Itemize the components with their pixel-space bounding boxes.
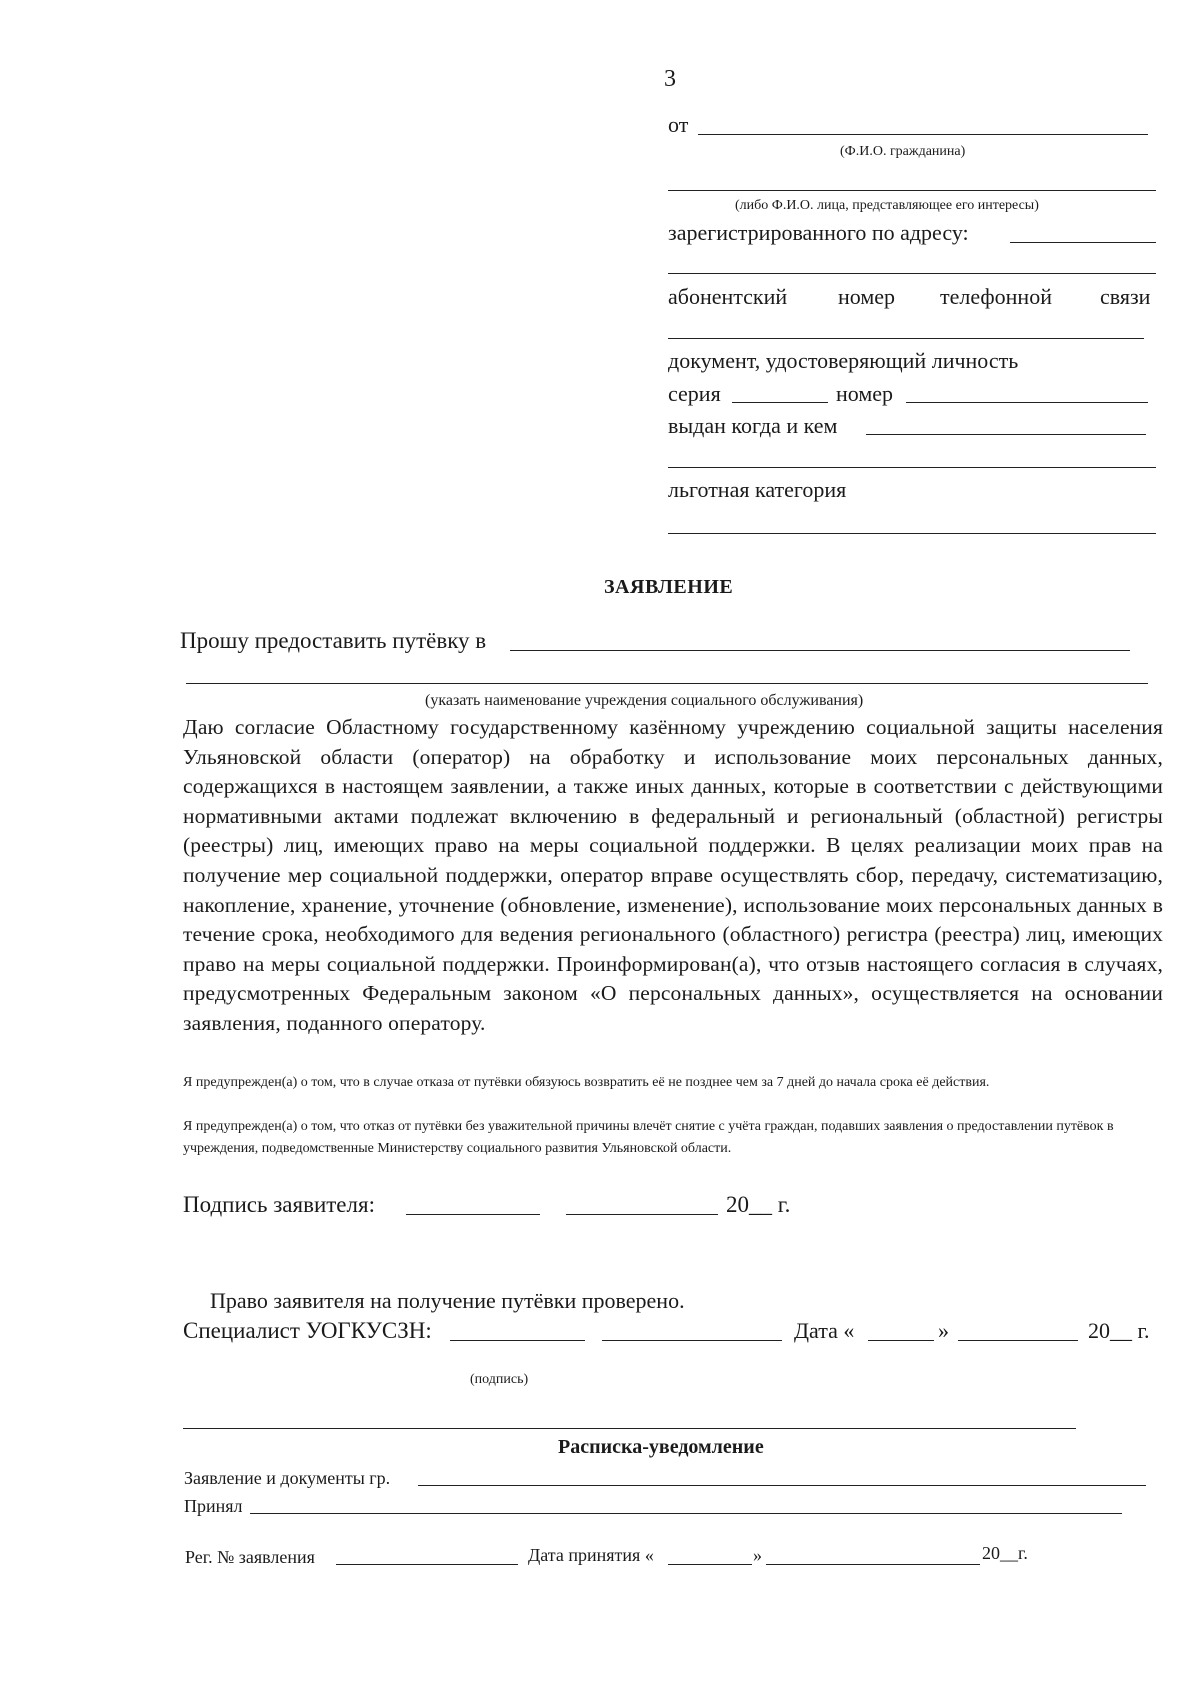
receipt-reg-line[interactable] <box>336 1564 518 1565</box>
fio-line[interactable] <box>698 134 1148 135</box>
id-doc-label: документ, удостоверяющий личность <box>668 348 1019 373</box>
receipt-docs-line[interactable] <box>418 1485 1146 1486</box>
phone-line[interactable] <box>668 338 1144 339</box>
fio-caption: (Ф.И.О. гражданина) <box>840 144 966 159</box>
verification-text: Право заявителя на получение путёвки проверено. <box>210 1288 685 1313</box>
issued-line-2[interactable] <box>668 467 1156 468</box>
phone-word-3: телефонной <box>940 284 1052 309</box>
receipt-docs-label: Заявление и документы гр. <box>184 1468 391 1488</box>
signature-date-line[interactable] <box>566 1214 718 1215</box>
warning-refusal: Я предупрежден(а) о том, что отказ от путёвки без уважительной причины влечёт снятие с учёта граждан, подавших заявления о предоставлении путёвок в учреждения, подведомственные Министерству социального развития Ульяновской области. <box>183 1119 1114 1156</box>
receipt-day-line[interactable] <box>668 1564 752 1565</box>
receipt-reg-label: Рег. № заявления <box>185 1547 315 1567</box>
address-line-2[interactable] <box>668 273 1156 274</box>
address-line-1[interactable] <box>1010 242 1156 243</box>
page-number: 3 <box>664 66 676 92</box>
receipt-year: 20__г. <box>982 1543 1028 1563</box>
series-line[interactable] <box>732 402 828 403</box>
request-label: Прошу предоставить путёвку в <box>180 628 487 653</box>
institution-line-1[interactable] <box>510 650 1130 651</box>
section-divider <box>183 1428 1076 1429</box>
verification-day-line[interactable] <box>868 1340 934 1341</box>
specialist-name-line[interactable] <box>602 1340 782 1341</box>
from-label: от <box>668 112 689 137</box>
issued-label: выдан когда и кем <box>668 413 838 438</box>
phone-word-2: номер <box>838 284 896 309</box>
fio-representative-line[interactable] <box>668 190 1156 191</box>
institution-caption: (указать наименование учреждения социального обслуживания) <box>425 692 864 709</box>
signature-line[interactable] <box>406 1214 540 1215</box>
institution-line-2[interactable] <box>186 683 1148 684</box>
verification-quote-close: » <box>938 1318 949 1343</box>
receipt-accepted-line[interactable] <box>250 1513 1122 1514</box>
number-line[interactable] <box>906 402 1148 403</box>
document-title: ЗАЯВЛЕНИЕ <box>604 576 734 598</box>
receipt-title: Расписка-уведомление <box>558 1436 764 1458</box>
receipt-quote-close: » <box>753 1545 762 1565</box>
number-label: номер <box>836 381 894 406</box>
issued-line-1[interactable] <box>866 434 1146 435</box>
phone-word-1: абонентский <box>668 284 788 309</box>
signature-caption: (подпись) <box>470 1372 529 1387</box>
signature-label: Подпись заявителя: <box>183 1192 375 1217</box>
verification-year: 20__ г. <box>1088 1318 1150 1343</box>
receipt-date-label: Дата принятия « <box>528 1545 654 1565</box>
specialist-signature-line[interactable] <box>450 1340 585 1341</box>
benefit-label: льготная категория <box>668 477 847 502</box>
receipt-month-line[interactable] <box>766 1564 980 1565</box>
series-label: серия <box>668 381 721 406</box>
phone-word-4: связи <box>1100 284 1151 309</box>
signature-year: 20__ г. <box>726 1192 791 1217</box>
warning-return-voucher: Я предупрежден(а) о том, что в случае отказа от путёвки обязуюсь возвратить её не позднее чем за 7 дней до начала срока её действия. <box>183 1075 990 1090</box>
specialist-label: Специалист УОГКУСЗН: <box>183 1318 432 1343</box>
address-label: зарегистрированного по адресу: <box>668 220 969 245</box>
benefit-line[interactable] <box>668 533 1156 534</box>
verification-month-line[interactable] <box>958 1340 1078 1341</box>
consent-paragraph: Даю согласие Областному государственному казённому учреждению социальной защиты населения Ульяновской области (оператор) на обработку и использование моих персональных данных, содержащихся в настоящем заявлении, а также иных данных, которые в соответствии с действующими нормативными актами подлежат включению в федеральный и региональный (областной) регистры (реестры) лиц, имеющих право на меры социальной поддержки. В целях реализации моих прав на получение мер социальной поддержки, оператор вправе осуществлять сбор, передачу, систематизацию, накопление, хранение, уточнение (обновление, изменение), использование моих персональных данных в течение срока, необходимого для ведения регионального (областного) регистра (реестра) лиц, имеющих право на меры социальной поддержки. Проинформирован(а), что отзыв настоящего согласия в случаях, предусмотренных Федеральным законом «О персональных данных», осуществляется на основании заявления, поданного оператору. <box>183 715 1163 1035</box>
receipt-accepted-label: Принял <box>184 1496 243 1516</box>
verification-date-label: Дата « <box>794 1318 855 1343</box>
fio-representative-caption: (либо Ф.И.О. лица, представляющее его интересы) <box>735 198 1039 213</box>
